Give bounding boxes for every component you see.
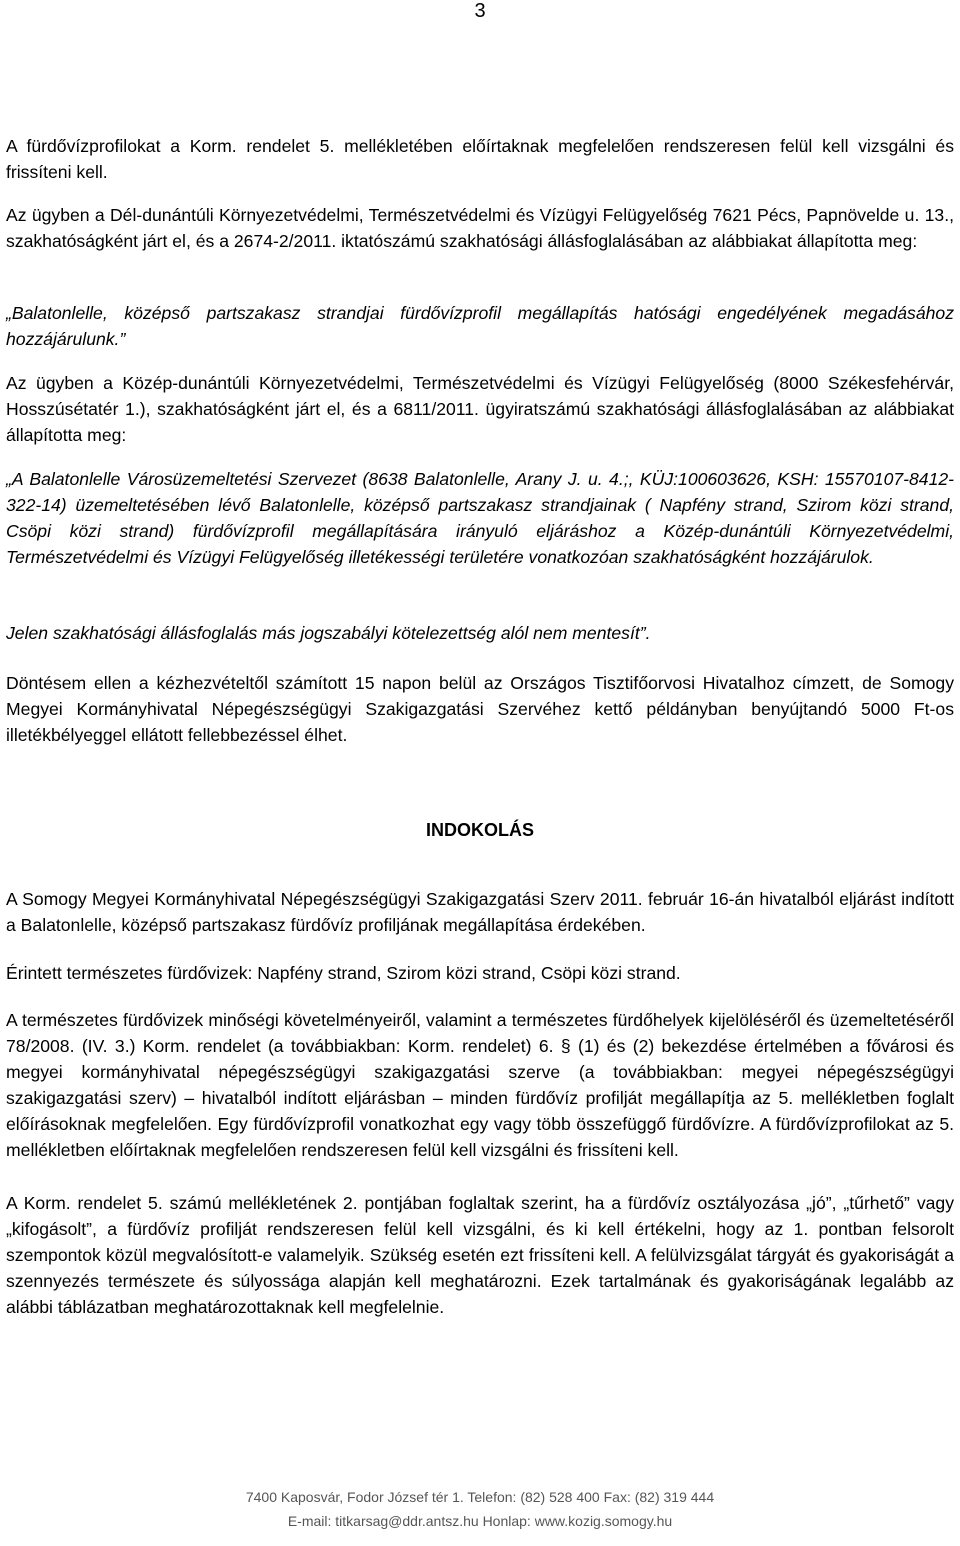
paragraph-bathing-profile-review: A fürdővízprofilokat a Korm. rendelet 5. mellékletében előírtaknak megfelelően rendszeresen felül kell vizsgálni és frissíteni kell. <box>6 136 954 182</box>
footer-address-line: 7400 Kaposvár, Fodor József tér 1. Telefon: (82) 528 400 Fax: (82) 319 444 <box>245 1489 715 1505</box>
paragraph-regulation-basis: A természetes fürdővizek minőségi követelményeiről, valamint a természetes fürdőhelyek kijelöléséről és üzemeltetéséről 78/2008. (IV. 3.) Korm. rendelet (a továbbiakban: Korm. rendelet) 6. § (1) és (2) bekezdése értelmében a fővárosi és megyei kormányhivatal népegészségügyi szakigazgatási szerve (a továbbiakban: megyei népegészségügyi szakigazgatási szerv) – hivatalból indított eljárásban – minden fürdővíz profilját megállapítja az 5. mellékletben foglalt előírásoknak megfelelően. Egy fürdővízprofil vonatkozhat egy vagy több összefüggő fürdővízre. A fürdővízprofilokat az 5. mellékletben előírtaknak megfelelően rendszeresen felül kell vizsgálni és frissíteni kell. <box>6 1010 954 1160</box>
section-heading-indokolas: INDOKOLÁS <box>426 820 534 840</box>
page-number: 3 <box>474 0 486 22</box>
quote-varosuzemeltetesi-consent: „A Balatonlelle Városüzemeltetési Szervezet (8638 Balatonlelle, Arany J. u. 4.;, KÜJ:100603626, KSH: 15570107-8412-322-14) üzemeltetésében lévő Balatonlelle, középső partszakasz strandjainak ( Napfény strand, Szirom közi strand, Csöpi közi strand) fürdővízprofil megállapítására irányuló eljáráshoz a Közép-dunántúli Környezetvédelmi, Természetvédelmi és Vízügyi Felügyelőség illetékességi területére vonatkozóan szakhatóságként hozzájárulok. <box>6 469 954 567</box>
paragraph-appeal-notice: Döntésem ellen a kézhezvételtől számított 15 napon belül az Országos Tisztifőorvosi Hivatalhoz címzett, de Somogy Megyei Kormányhivatal Népegészségügyi Szakigazgatási Szervéhez kettő példányban benyújtandó 5000 Ft-os illetékbélyeggel ellátott fellebbezéssel élhet. <box>6 673 954 745</box>
paragraph-kozep-dunantuli-authority: Az ügyben a Közép-dunántúli Környezetvédelmi, Természetvédelmi és Vízügyi Felügyelőség (8000 Székesfehérvár, Hosszúsétatér 1.), szakhatóságként járt el, és a 6811/2011. ügyiratszámú szakhatósági állásfoglalásában az alábbiakat állapította meg: <box>6 373 954 445</box>
paragraph-affected-waters: Érintett természetes fürdővizek: Napfény strand, Szirom közi strand, Csöpi közi strand. <box>6 963 681 983</box>
paragraph-procedure-start: A Somogy Megyei Kormányhivatal Népegészségügyi Szakigazgatási Szerv 2011. február 16-án hivatalból eljárást indított a Balatonlelle, középső partszakasz fürdővíz profiljának megállapítása érdekében. <box>6 889 954 935</box>
quote-no-exemption: Jelen szakhatósági állásfoglalás más jogszabályi kötelezettség alól nem mentesít”. <box>6 623 651 643</box>
footer-contact-line: E-mail: titkarsag@ddr.antsz.hu Honlap: www.kozig.somogy.hu <box>287 1513 673 1529</box>
quote-balatonlelle-consent: „Balatonlelle, középső partszakasz strandjai fürdővízprofil megállapítás hatósági engedélyének megadásához hozzájárulunk.” <box>6 303 954 349</box>
paragraph-review-requirements: A Korm. rendelet 5. számú mellékletének 2. pontjában foglaltak szerint, ha a fürdővíz osztályozása „jó”, „tűrhető” vagy „kifogásolt”, a fürdővíz profilját rendszeresen felül kell vizsgálni, és ki kell értékelni, hogy az 1. pontban felsorolt szempontok közül megvalósított-e valamelyik. Szükség esetén ezt frissíteni kell. A felülvizsgálat tárgyát és gyakoriságát a szennyezés természete és súlyossága alapján kell meghatározni. Ezek tartalmának és gyakoriságának legalább az alábbi táblázatban meghatározottaknak kell megfelelnie. <box>6 1193 954 1317</box>
paragraph-del-dunantuli-authority: Az ügyben a Dél-dunántúli Környezetvédelmi, Természetvédelmi és Vízügyi Felügyelőség 7621 Pécs, Papnövelde u. 13., szakhatóságként járt el, és a 2674-2/2011. iktatószámú szakhatósági állásfoglalásában az alábbiakat állapította meg: <box>6 205 954 251</box>
